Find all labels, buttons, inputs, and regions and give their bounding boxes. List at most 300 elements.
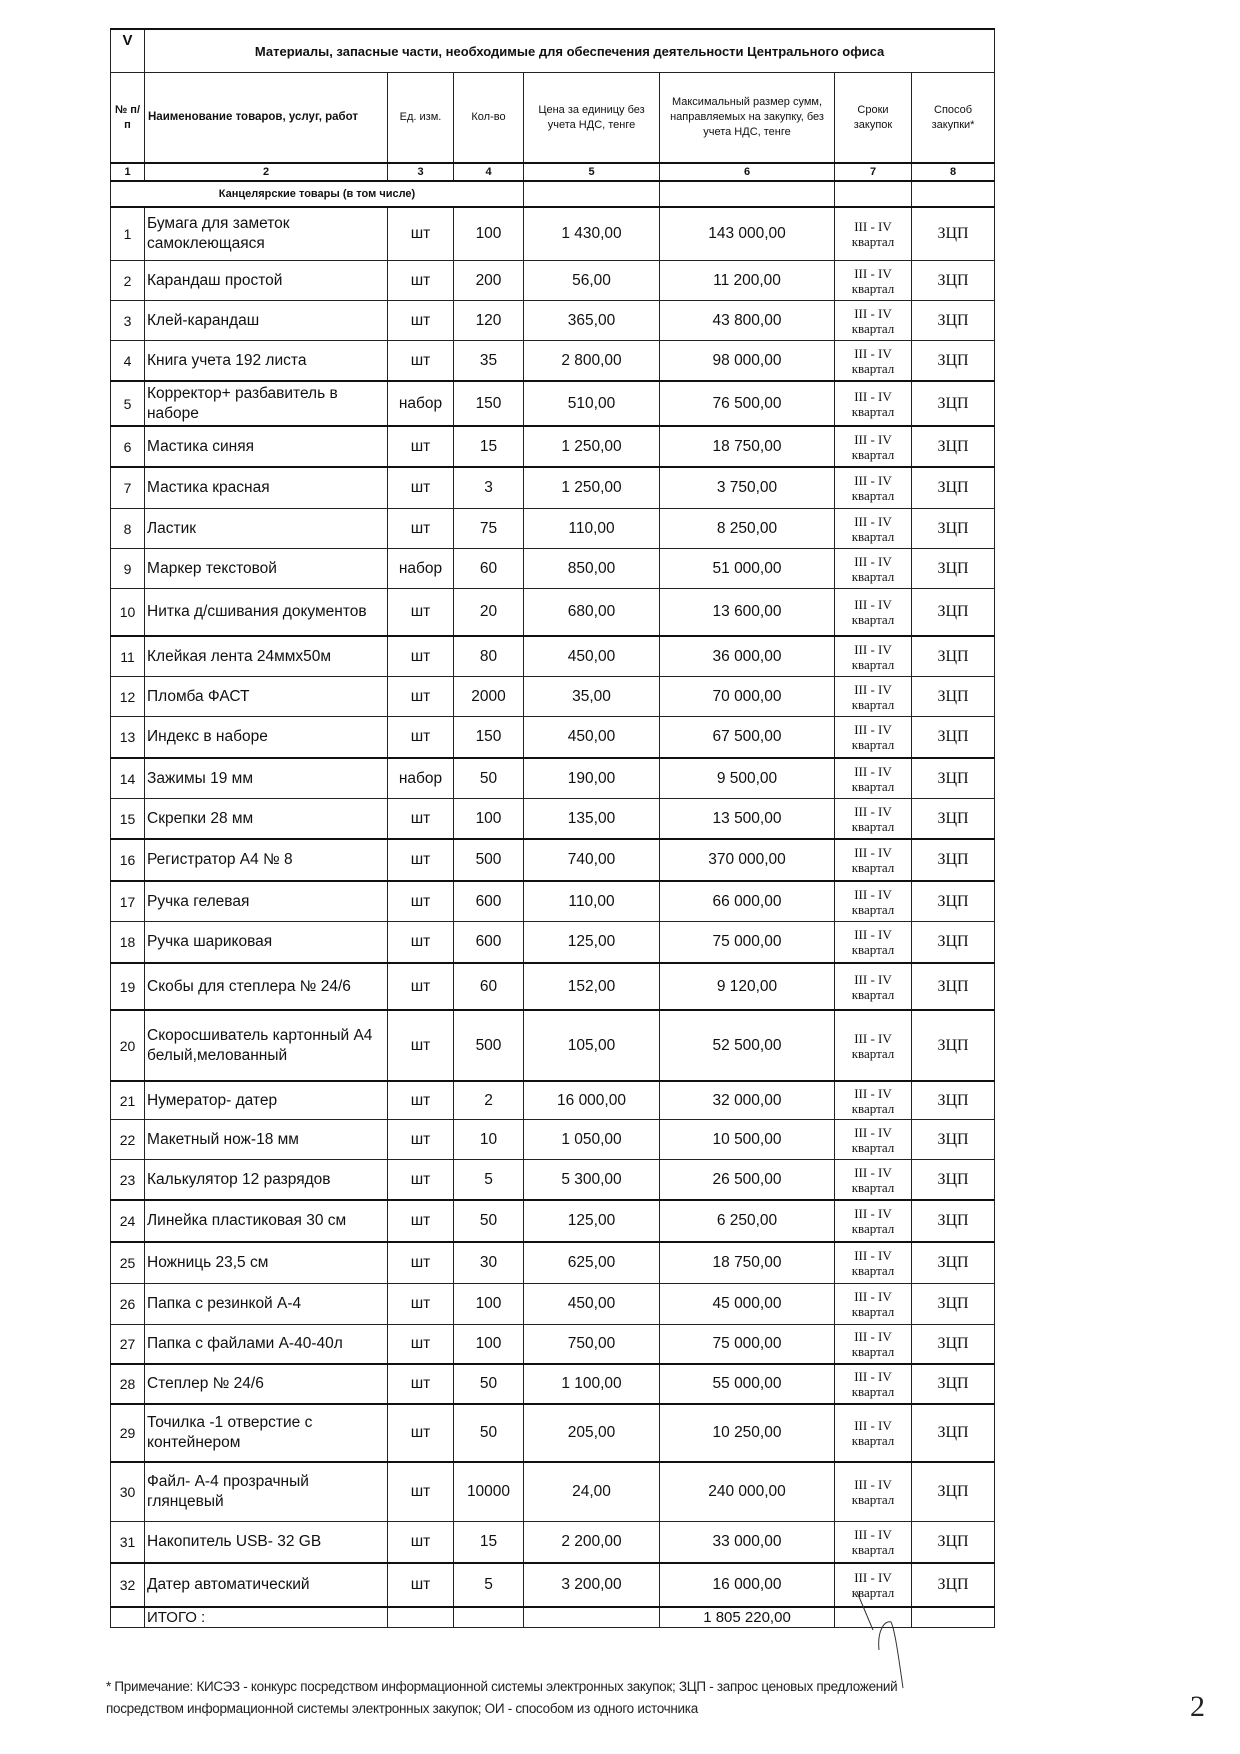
unit: шт (388, 1325, 454, 1365)
max-sum: 26 500,00 (660, 1160, 835, 1201)
procurement-term: III - IV квартал (835, 636, 912, 677)
procurement-method: ЗЦП (912, 839, 995, 881)
row-number: 13 (111, 717, 145, 759)
quantity: 35 (454, 341, 524, 382)
row-number: 7 (111, 467, 145, 509)
row-number: 20 (111, 1010, 145, 1081)
quantity: 80 (454, 636, 524, 677)
table-row (111, 1522, 995, 1564)
procurement-term: III - IV квартал (835, 881, 912, 922)
item-name: Нитка д/сшивания документов (145, 589, 388, 637)
quantity: 500 (454, 1010, 524, 1081)
item-name: Скоросшиватель картонный А4 белый,мелованный (145, 1010, 388, 1081)
unit: шт (388, 589, 454, 637)
procurement-method: ЗЦП (912, 922, 995, 964)
quantity: 30 (454, 1242, 524, 1284)
row-number: 11 (111, 636, 145, 677)
max-sum: 52 500,00 (660, 1010, 835, 1081)
row-number: 3 (111, 301, 145, 341)
unit-price: 105,00 (524, 1010, 660, 1081)
max-sum: 11 200,00 (660, 261, 835, 301)
max-sum: 51 000,00 (660, 549, 835, 589)
procurement-term: III - IV квартал (835, 207, 912, 261)
max-sum: 33 000,00 (660, 1522, 835, 1564)
procurement-term: III - IV квартал (835, 1364, 912, 1404)
header-max-sum: Максимальный размер сумм, направляемых на закупку, без учета НДС, тенге (660, 73, 835, 164)
procurement-method: ЗЦП (912, 717, 995, 759)
max-sum: 75 000,00 (660, 922, 835, 964)
item-name: Скрепки 28 мм (145, 799, 388, 840)
unit: набор (388, 758, 454, 799)
table-row (111, 1284, 995, 1325)
unit-price: 205,00 (524, 1404, 660, 1462)
quantity: 5 (454, 1160, 524, 1201)
total-label: ИТОГО : (145, 1607, 388, 1628)
unit: набор (388, 549, 454, 589)
quantity: 3 (454, 467, 524, 509)
unit: шт (388, 717, 454, 759)
procurement-term: III - IV квартал (835, 1120, 912, 1160)
row-number: 15 (111, 799, 145, 840)
item-name: Линейка пластиковая 30 см (145, 1200, 388, 1242)
item-name: Скобы для степлера № 24/6 (145, 963, 388, 1010)
row-number: 10 (111, 589, 145, 637)
table-row (111, 1364, 995, 1404)
quantity: 100 (454, 207, 524, 261)
max-sum: 10 500,00 (660, 1120, 835, 1160)
row-number: 1 (111, 207, 145, 261)
unit-price: 1 050,00 (524, 1120, 660, 1160)
max-sum: 43 800,00 (660, 301, 835, 341)
quantity: 200 (454, 261, 524, 301)
procurement-method: ЗЦП (912, 1563, 995, 1607)
header-price: Цена за единицу без учета НДС, тенге (524, 73, 660, 164)
max-sum: 13 500,00 (660, 799, 835, 840)
unit-price: 450,00 (524, 1284, 660, 1325)
table-row (111, 1462, 995, 1522)
max-sum: 370 000,00 (660, 839, 835, 881)
item-name: Индекс в наборе (145, 717, 388, 759)
unit-price: 2 800,00 (524, 341, 660, 382)
unit-price: 152,00 (524, 963, 660, 1010)
unit-price: 680,00 (524, 589, 660, 637)
table-row (111, 1242, 995, 1284)
item-name: Ножниць 23,5 см (145, 1242, 388, 1284)
section-number: V (111, 29, 145, 73)
procurement-term: III - IV квартал (835, 1160, 912, 1201)
procurement-method: ЗЦП (912, 1200, 995, 1242)
table-row (111, 549, 995, 589)
unit-price: 1 100,00 (524, 1364, 660, 1404)
unit-price: 135,00 (524, 799, 660, 840)
quantity: 20 (454, 589, 524, 637)
header-row (111, 73, 995, 164)
unit-price: 5 300,00 (524, 1160, 660, 1201)
item-name: Регистратор А4 № 8 (145, 839, 388, 881)
row-number: 8 (111, 509, 145, 549)
table-row (111, 636, 995, 677)
table-row (111, 341, 995, 382)
quantity: 50 (454, 1404, 524, 1462)
item-name: Маркер текстовой (145, 549, 388, 589)
procurement-term: III - IV квартал (835, 1242, 912, 1284)
quantity: 150 (454, 381, 524, 426)
row-number: 29 (111, 1404, 145, 1462)
unit-price: 1 250,00 (524, 467, 660, 509)
procurement-method: ЗЦП (912, 636, 995, 677)
max-sum: 240 000,00 (660, 1462, 835, 1522)
max-sum: 3 750,00 (660, 467, 835, 509)
unit: шт (388, 1462, 454, 1522)
unit: шт (388, 467, 454, 509)
procurement-method: ЗЦП (912, 1120, 995, 1160)
item-name: Мастика красная (145, 467, 388, 509)
unit: шт (388, 207, 454, 261)
quantity: 600 (454, 881, 524, 922)
procurement-method: ЗЦП (912, 1160, 995, 1201)
table-row (111, 261, 995, 301)
item-name: Карандаш простой (145, 261, 388, 301)
quantity: 5 (454, 1563, 524, 1607)
table-row (111, 1325, 995, 1365)
unit: шт (388, 1010, 454, 1081)
max-sum: 76 500,00 (660, 381, 835, 426)
unit: шт (388, 677, 454, 717)
footnote-line-1: * Примечание: КИСЭЗ - конкурс посредством информационной системы электронных закупок; ЗЦП - запрос ценовых предложений (106, 1679, 898, 1694)
unit-price: 365,00 (524, 301, 660, 341)
row-number: 19 (111, 963, 145, 1010)
procurement-method: ЗЦП (912, 381, 995, 426)
column-number: 1 (111, 163, 145, 181)
item-name: Ластик (145, 509, 388, 549)
total-sum: 1 805 220,00 (660, 1607, 835, 1628)
quantity: 120 (454, 301, 524, 341)
procurement-term: III - IV квартал (835, 922, 912, 964)
item-name: Книга учета 192 листа (145, 341, 388, 382)
row-number: 18 (111, 922, 145, 964)
quantity: 15 (454, 1522, 524, 1564)
max-sum: 45 000,00 (660, 1284, 835, 1325)
procurement-term: III - IV квартал (835, 1404, 912, 1462)
table-title: Материалы, запасные части, необходимые для обеспечения деятельности Центрального офиса (145, 29, 995, 73)
unit: шт (388, 301, 454, 341)
table-row (111, 301, 995, 341)
quantity: 100 (454, 1284, 524, 1325)
table-row (111, 589, 995, 637)
procurement-method: ЗЦП (912, 799, 995, 840)
row-number: 32 (111, 1563, 145, 1607)
procurement-method: ЗЦП (912, 963, 995, 1010)
item-name: Корректор+ разбавитель в наборе (145, 381, 388, 426)
column-number: 4 (454, 163, 524, 181)
unit: шт (388, 963, 454, 1010)
item-name: Ручка гелевая (145, 881, 388, 922)
header-name: Наименование товаров, услуг, работ (145, 73, 388, 164)
header-terms: Сроки закупок (835, 73, 912, 164)
procurement-method: ЗЦП (912, 549, 995, 589)
procurement-term: III - IV квартал (835, 1325, 912, 1365)
quantity: 50 (454, 1200, 524, 1242)
max-sum: 55 000,00 (660, 1364, 835, 1404)
unit-price: 625,00 (524, 1242, 660, 1284)
max-sum: 66 000,00 (660, 881, 835, 922)
quantity: 2000 (454, 677, 524, 717)
max-sum: 70 000,00 (660, 677, 835, 717)
unit: шт (388, 1563, 454, 1607)
table-row (111, 207, 995, 261)
procurement-method: ЗЦП (912, 1010, 995, 1081)
procurement-method: ЗЦП (912, 1364, 995, 1404)
table-row (111, 381, 995, 426)
procurement-term: III - IV квартал (835, 1010, 912, 1081)
max-sum: 6 250,00 (660, 1200, 835, 1242)
unit: шт (388, 1160, 454, 1201)
procurement-term: III - IV квартал (835, 963, 912, 1010)
max-sum: 10 250,00 (660, 1404, 835, 1462)
row-number: 28 (111, 1364, 145, 1404)
quantity: 100 (454, 799, 524, 840)
table-row (111, 758, 995, 799)
unit: шт (388, 261, 454, 301)
unit: шт (388, 1081, 454, 1120)
procurement-term: III - IV квартал (835, 1563, 912, 1607)
column-number: 5 (524, 163, 660, 181)
item-name: Точилка -1 отверстие с контейнером (145, 1404, 388, 1462)
max-sum: 75 000,00 (660, 1325, 835, 1365)
unit-price: 35,00 (524, 677, 660, 717)
item-name: Накопитель USB- 32 GB (145, 1522, 388, 1564)
quantity: 15 (454, 426, 524, 467)
max-sum: 143 000,00 (660, 207, 835, 261)
procurement-method: ЗЦП (912, 1522, 995, 1564)
item-name: Файл- А-4 прозрачный глянцевый (145, 1462, 388, 1522)
procurement-term: III - IV квартал (835, 839, 912, 881)
page-number: 2 (1190, 1690, 1205, 1723)
item-name: Калькулятор 12 разрядов (145, 1160, 388, 1201)
procurement-method: ЗЦП (912, 261, 995, 301)
procurement-term: III - IV квартал (835, 717, 912, 759)
item-name: Папка с резинкой А-4 (145, 1284, 388, 1325)
item-name: Ручка шариковая (145, 922, 388, 964)
max-sum: 36 000,00 (660, 636, 835, 677)
category-row (111, 181, 995, 207)
procurement-method: ЗЦП (912, 467, 995, 509)
procurement-term: III - IV квартал (835, 426, 912, 467)
item-name: Клей-карандаш (145, 301, 388, 341)
table-row (111, 839, 995, 881)
procurement-method: ЗЦП (912, 207, 995, 261)
procurement-term: III - IV квартал (835, 1284, 912, 1325)
unit-price: 750,00 (524, 1325, 660, 1365)
row-number: 2 (111, 261, 145, 301)
unit: шт (388, 1284, 454, 1325)
unit-price: 56,00 (524, 261, 660, 301)
procurement-term: III - IV квартал (835, 589, 912, 637)
item-name: Датер автоматический (145, 1563, 388, 1607)
unit-price: 450,00 (524, 636, 660, 677)
item-name: Зажимы 19 мм (145, 758, 388, 799)
unit: шт (388, 799, 454, 840)
unit-price: 125,00 (524, 1200, 660, 1242)
quantity: 50 (454, 1364, 524, 1404)
procurement-term: III - IV квартал (835, 677, 912, 717)
quantity: 10000 (454, 1462, 524, 1522)
procurement-term: III - IV квартал (835, 341, 912, 382)
header-unit: Ед. изм. (388, 73, 454, 164)
quantity: 75 (454, 509, 524, 549)
procurement-term: III - IV квартал (835, 799, 912, 840)
procurement-term: III - IV квартал (835, 1081, 912, 1120)
quantity: 60 (454, 549, 524, 589)
unit: шт (388, 636, 454, 677)
procurement-term: III - IV квартал (835, 509, 912, 549)
unit-price: 190,00 (524, 758, 660, 799)
procurement-term: III - IV квартал (835, 261, 912, 301)
row-number: 26 (111, 1284, 145, 1325)
procurement-term: III - IV квартал (835, 1462, 912, 1522)
table-row (111, 963, 995, 1010)
table-row (111, 467, 995, 509)
row-number: 6 (111, 426, 145, 467)
procurement-term: III - IV квартал (835, 381, 912, 426)
procurement-method: ЗЦП (912, 677, 995, 717)
column-number: 2 (145, 163, 388, 181)
header-num: № п/п (111, 73, 145, 164)
footnote (106, 1676, 1106, 1720)
row-number: 17 (111, 881, 145, 922)
unit: шт (388, 1404, 454, 1462)
unit-price: 110,00 (524, 509, 660, 549)
table-row (111, 881, 995, 922)
max-sum: 9 120,00 (660, 963, 835, 1010)
table-row (111, 1081, 995, 1120)
item-name: Нумератор- датер (145, 1081, 388, 1120)
column-number-row (111, 163, 995, 181)
row-number: 14 (111, 758, 145, 799)
category-label: Канцелярские товары (в том числе) (111, 181, 524, 207)
quantity: 60 (454, 963, 524, 1010)
table-row (111, 1120, 995, 1160)
column-number: 8 (912, 163, 995, 181)
row-number: 25 (111, 1242, 145, 1284)
quantity: 600 (454, 922, 524, 964)
row-number: 4 (111, 341, 145, 382)
table-row (111, 426, 995, 467)
max-sum: 16 000,00 (660, 1563, 835, 1607)
unit-price: 450,00 (524, 717, 660, 759)
quantity: 100 (454, 1325, 524, 1365)
unit-price: 740,00 (524, 839, 660, 881)
procurement-term: III - IV квартал (835, 1200, 912, 1242)
row-number: 30 (111, 1462, 145, 1522)
row-number: 21 (111, 1081, 145, 1120)
quantity: 2 (454, 1081, 524, 1120)
header-method: Способ закупки* (912, 73, 995, 164)
row-number: 9 (111, 549, 145, 589)
max-sum: 67 500,00 (660, 717, 835, 759)
procurement-table (110, 28, 995, 1628)
procurement-method: ЗЦП (912, 1081, 995, 1120)
item-name: Мастика синяя (145, 426, 388, 467)
row-number: 5 (111, 381, 145, 426)
unit: шт (388, 1242, 454, 1284)
procurement-term: III - IV квартал (835, 758, 912, 799)
signature-mark (855, 1590, 915, 1690)
item-name: Клейкая лента 24ммх50м (145, 636, 388, 677)
procurement-method: ЗЦП (912, 341, 995, 382)
item-name: Бумага для заметок самоклеющаяся (145, 207, 388, 261)
procurement-method: ЗЦП (912, 426, 995, 467)
max-sum: 32 000,00 (660, 1081, 835, 1120)
unit: шт (388, 509, 454, 549)
procurement-term: III - IV квартал (835, 549, 912, 589)
unit-price: 110,00 (524, 881, 660, 922)
row-number: 24 (111, 1200, 145, 1242)
column-number: 6 (660, 163, 835, 181)
procurement-method: ЗЦП (912, 1284, 995, 1325)
quantity: 50 (454, 758, 524, 799)
row-number: 23 (111, 1160, 145, 1201)
unit-price: 510,00 (524, 381, 660, 426)
unit: шт (388, 426, 454, 467)
unit: шт (388, 1522, 454, 1564)
procurement-method: ЗЦП (912, 1462, 995, 1522)
table-row (111, 1404, 995, 1462)
unit-price: 1 430,00 (524, 207, 660, 261)
unit: шт (388, 1200, 454, 1242)
max-sum: 18 750,00 (660, 1242, 835, 1284)
procurement-method: ЗЦП (912, 301, 995, 341)
procurement-method: ЗЦП (912, 589, 995, 637)
unit: шт (388, 341, 454, 382)
header-qty: Кол-во (454, 73, 524, 164)
max-sum: 9 500,00 (660, 758, 835, 799)
column-number: 3 (388, 163, 454, 181)
quantity: 10 (454, 1120, 524, 1160)
procurement-method: ЗЦП (912, 1242, 995, 1284)
table-title-row (111, 29, 995, 73)
unit: набор (388, 381, 454, 426)
column-number: 7 (835, 163, 912, 181)
unit: шт (388, 1120, 454, 1160)
table-row (111, 717, 995, 759)
unit-price: 24,00 (524, 1462, 660, 1522)
unit: шт (388, 1364, 454, 1404)
procurement-method: ЗЦП (912, 758, 995, 799)
unit-price: 1 250,00 (524, 426, 660, 467)
unit: шт (388, 839, 454, 881)
unit-price: 16 000,00 (524, 1081, 660, 1120)
table-row (111, 922, 995, 964)
max-sum: 8 250,00 (660, 509, 835, 549)
unit: шт (388, 881, 454, 922)
max-sum: 98 000,00 (660, 341, 835, 382)
table-row (111, 1010, 995, 1081)
quantity: 500 (454, 839, 524, 881)
quantity: 150 (454, 717, 524, 759)
row-number: 31 (111, 1522, 145, 1564)
row-number: 12 (111, 677, 145, 717)
row-number: 16 (111, 839, 145, 881)
table-row (111, 509, 995, 549)
unit-price: 2 200,00 (524, 1522, 660, 1564)
table-row (111, 1160, 995, 1201)
procurement-method: ЗЦП (912, 1325, 995, 1365)
unit: шт (388, 922, 454, 964)
procurement-method: ЗЦП (912, 881, 995, 922)
item-name: Макетный нож-18 мм (145, 1120, 388, 1160)
item-name: Папка с файлами А-40-40л (145, 1325, 388, 1365)
